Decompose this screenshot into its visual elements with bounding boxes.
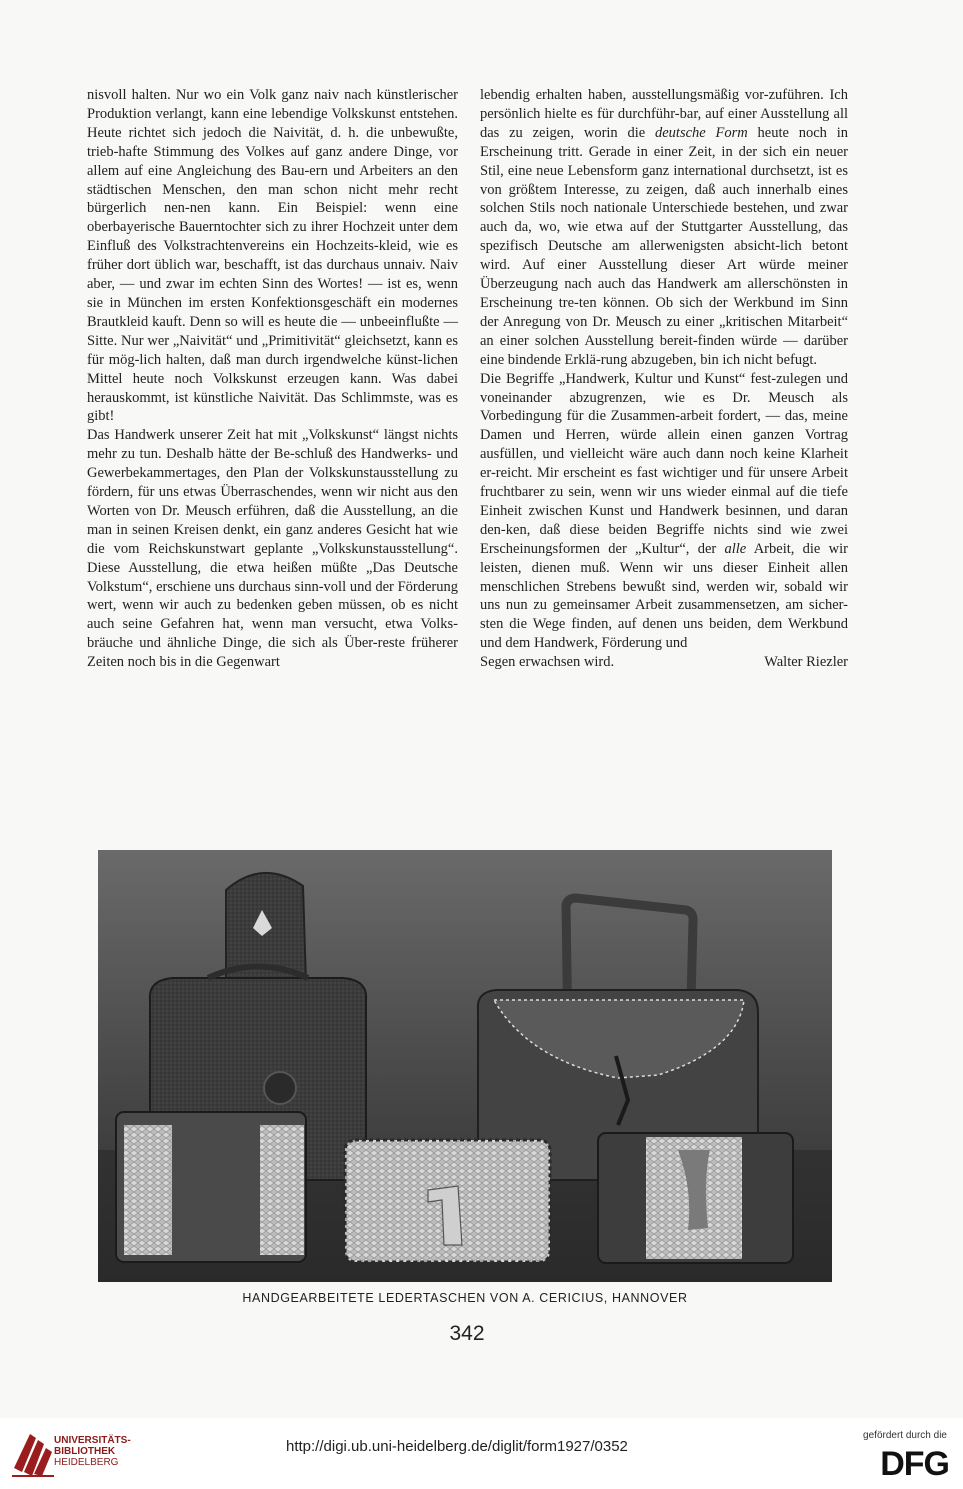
permalink-url[interactable]: http://digi.ub.uni-heidelberg.de/diglit/form1927/0352	[286, 1438, 628, 1455]
right-text-column	[480, 86, 848, 672]
right-paragraph-2	[480, 370, 848, 654]
text-run: heute noch in Erscheinung tritt. Gerade in einer Zeit, in der sich ein neuer Stil, eine neue Lebensform ganz international durchsetzt, ist es von größtem Interesse, zu zeigen, daß auch innerhalb eines solchen Stils noch nationale Unterschiede bestehen, und zwar auch da, wo, wie etwa auf der Stuttgarter Ausstellung, das spezifisch Deutsche am allerwenigsten absicht-lich betont wird. Auf einer Ausstellung dieser Art würde meiner Überzeugung nach auch das Handwerk am allerschönsten in Erscheinung tre-ten können. Ob sich der Werkbund im Sinn der Anregung von Dr. Meusch zu einer „kritischen Mitarbeit“ an einer solchen Ausstellung bereit-finden würde — darüber eine bindende Erklä-rung abzugeben, bin ich nicht befugt.	[480, 124, 848, 368]
page-number: 342	[449, 1322, 485, 1345]
university-library-name	[54, 1435, 131, 1468]
library-name-line: UNIVERSITÄTS-	[54, 1435, 131, 1446]
bags-illustration	[98, 850, 832, 1282]
library-name-line: HEIDELBERG	[54, 1457, 119, 1468]
figure-caption: HANDGEARBEITETE LEDERTASCHEN VON A. CERICIUS, HANNOVER	[242, 1291, 688, 1305]
closing-text: Segen erwachsen wird.	[480, 654, 615, 671]
emphasis: deutsche Form	[655, 124, 748, 141]
closing-line	[480, 653, 848, 672]
left-paragraph-1: nisvoll halten. Nur wo ein Volk ganz naiv nach künstlerischer Produktion verlangt, kann eine lebendige Volkskunst entstehen. Heute richtet sich jedoch die Naivität, d. h. die unbewußte, trieb-hafte Stimmung des Volkes auf ganz andere Dinge, vor allem auf eine Angleichung des Bau-ern und Arbeiters an den städtischen Menschen, den man schon nicht mehr recht bürgerlich nen-nen kann. Ein Beispiel: wenn eine oberbayerische Bauerntochter sich zu ihrer Hochzeit unter dem Einfluß des Volkstrachtenvereins ein Hochzeits-kleid, wie es früher dort üblich war, beschafft, ist das durchaus unnaiv. Naiv aber, — und zwar im echten Sinn des Wortes! — ist es, wenn sie in München im ersten Konfektionsgeschäft ein modernes Brautkleid kauft. Denn so will es heute die — unbeeinflußte — Sitte. Nur wer „Naivität“ und „Primitivität“ gleichsetzt, kann es für mög-lich halten, daß man durch irgendwelche künst-lichen Mittel heute noch Volkskunst erzeugen kann. Was dabei herauskommt, ist künstliche Naivität. Das Schlimmste, was es gibt!	[87, 87, 458, 425]
author-signature: Walter Riezler	[764, 654, 848, 671]
photo-leather-bags	[98, 850, 832, 1282]
university-library-logo-icon	[10, 1428, 55, 1478]
library-name-line: BIBLIOTHEK	[54, 1446, 116, 1457]
text-run: Die Begriffe „Handwerk, Kultur und Kunst“ fest-zulegen und voneinander abzugrenzen, wie es Dr. Meusch als Vorbedingung für die Zusammen-arbeit fordert, — das, meine Damen und Herren, würde allein einen ganzen Vortrag ausfüllen, und vielleicht wäre auch dann noch keine Klarheit er-reicht. Mir erscheint es fast wichtiger und für unsere Arbeit fruchtbarer zu sein, wenn wir uns wieder einmal auf die tiefe Einheit zwischen Kunst und Handwerk besinnen, und daran den-ken, daß diese beiden Begriffe nichts sind wie zwei Erscheinungsformen der „Kultur“, der	[480, 370, 848, 557]
left-text-column	[87, 86, 458, 672]
sponsor-note: gefördert durch die	[863, 1430, 947, 1441]
text-run: Arbeit, die wir leisten, dienen muß. Wenn wir uns dieser Einheit allen menschlichen Strebens bewußt sind, werden wir, sobald wir uns nun zu gemeinsamer Arbeit zusammensetzen, am sicher-sten die Wege finden, auf denen uns beiden, dem Werkbund und dem Handwerk, Förderung und	[480, 540, 848, 652]
emphasis: alle	[724, 540, 747, 557]
dfg-logo: DFG	[880, 1445, 949, 1483]
left-paragraph-2: Das Handwerk unserer Zeit hat mit „Volkskunst“ längst nichts mehr zu tun. Deshalb hätte der Be-schluß des Handwerks- und Gewerbekammertages, den Plan der Volkskunstausstellung zu fördern, für uns etwas Überraschendes, wenn wir nicht aus den Worten von Dr. Meusch erführen, daß die Ausstellung, an die man in seinen Kreisen denkt, ein ganz anderes Gesicht hat wie die vom Reichskunstwart geplante „Volkskunstausstellung“. Diese Ausstellung, die etwa heißen müßte „Das Deutsche Volkstum“, erschiene uns durchaus sinn-voll und der Förderung wert, wenn wir auch zu bedenken geben müssen, ob es nicht auch seine Gefahren hat, wenn man versucht, etwa Volks-bräuche und ähnliche Dinge, die sich als Über-reste früherer Zeiten noch bis in die Gegenwart	[87, 427, 458, 671]
right-paragraph-1	[480, 86, 848, 370]
text-run: lebendig erhalten haben, ausstellungsmäßig vor-zuführen. Ich persönlich hielte es für durchführ-bar, auf einer Ausstellung all das zu zeigen, worin die	[480, 87, 848, 141]
footer-bar	[0, 1418, 963, 1489]
